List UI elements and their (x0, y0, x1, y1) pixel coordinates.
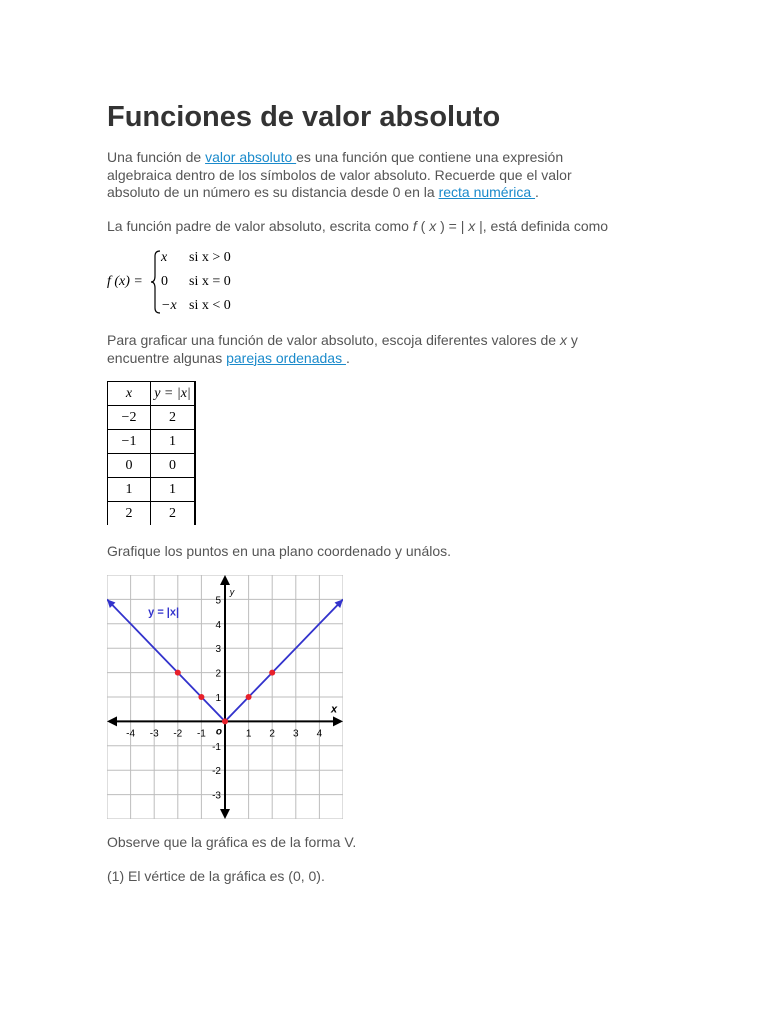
y-tick-label: -3 (212, 790, 221, 802)
link-recta-numerica[interactable]: recta numérica (438, 184, 536, 200)
x-tick-label: 3 (293, 728, 299, 740)
data-point (222, 718, 228, 724)
piecewise-lhs: f (x) = (107, 274, 143, 289)
table-cell: 1 (151, 478, 196, 502)
x-tick-label: -3 (149, 728, 159, 740)
x-axis-label: x (330, 703, 338, 716)
observe-text: Observe que la gráfica es de la forma V. (107, 834, 357, 850)
table-header-x: x (108, 382, 151, 406)
table-header-row (108, 382, 196, 406)
table-row (108, 478, 196, 502)
y-tick-label: 3 (215, 644, 221, 656)
y-axis-down-arrow-icon (220, 809, 230, 819)
y-tick-label: 4 (215, 619, 221, 631)
values-table (107, 381, 196, 525)
parent-function-paragraph: La función padre de valor absoluto, escrita como f ( x ) = | x |, está definida como (107, 218, 609, 234)
y-tick-label: -1 (212, 741, 221, 753)
table-cell: 1 (108, 478, 151, 502)
x-axis-left-arrow-icon (107, 716, 117, 726)
graphing-paragraph: Para graficar una función de valor absoluto, escoja diferentes valores de x y encuentre algunas parejas ordenadas . (107, 332, 578, 366)
table-cell: 0 (151, 454, 196, 478)
table-row (108, 406, 196, 430)
piecewise-row-3-expr: −x (161, 298, 177, 313)
plot-instruction: Grafique los puntos en una plano coordenado y unálos. (107, 543, 452, 559)
curve-label: y = |x| (148, 606, 180, 619)
link-valor-absoluto[interactable]: valor absoluto (205, 149, 297, 165)
y-tick-label: 5 (215, 595, 221, 607)
absolute-value-graph (107, 575, 343, 819)
piecewise-row-3-cond: si x < 0 (189, 298, 231, 313)
link-parejas-ordenadas[interactable]: parejas ordenadas (226, 349, 346, 366)
y-tick-label: -2 (212, 766, 221, 778)
table-cell: 1 (151, 430, 196, 454)
intro-paragraph: Una función de valor absoluto es una función que contiene una expresión algebraica dentro de los símbolos de valor absoluto. Recuerde que el valor absoluto de un número es su distancia desde 0 en la recta numérica . (107, 149, 572, 200)
piecewise-row-1-cond: si x > 0 (189, 250, 231, 265)
left-brace-icon (151, 250, 161, 314)
table-cell: 2 (151, 406, 196, 430)
table-cell: −1 (108, 430, 151, 454)
table-cell: 2 (151, 502, 196, 526)
piecewise-row-2-cond: si x = 0 (189, 274, 231, 289)
table-cell: −2 (108, 406, 151, 430)
table-row (108, 502, 196, 526)
y-axis-label: y (229, 587, 235, 597)
x-tick-label: -1 (196, 728, 206, 740)
y-tick-label: 1 (215, 693, 221, 704)
origin-label: o (215, 726, 222, 738)
data-point (175, 670, 181, 676)
table-cell: 2 (108, 502, 151, 526)
x-tick-label: 2 (269, 728, 275, 740)
x-tick-label: 1 (245, 728, 252, 740)
y-tick-label: 2 (215, 668, 221, 680)
piecewise-definition (107, 246, 237, 318)
x-tick-label: 4 (316, 728, 323, 740)
table-row (108, 430, 196, 454)
data-point (246, 694, 252, 700)
x-axis-right-arrow-icon (333, 716, 343, 726)
piecewise-row-1-expr: x (161, 250, 168, 265)
data-point (198, 694, 204, 700)
table-cell: 0 (108, 454, 151, 478)
vertex-text: (1) El vértice de la gráfica es (0, 0). (107, 868, 325, 884)
x-tick-label: -4 (126, 728, 136, 740)
x-tick-label: -2 (173, 728, 183, 740)
piecewise-row-2-expr: 0 (161, 274, 168, 289)
data-point (269, 670, 275, 676)
y-axis-up-arrow-icon (220, 575, 230, 585)
table-row (108, 454, 196, 478)
table-header-y: y = |x| (151, 382, 196, 406)
page-title: Funciones de valor absoluto (107, 101, 501, 133)
